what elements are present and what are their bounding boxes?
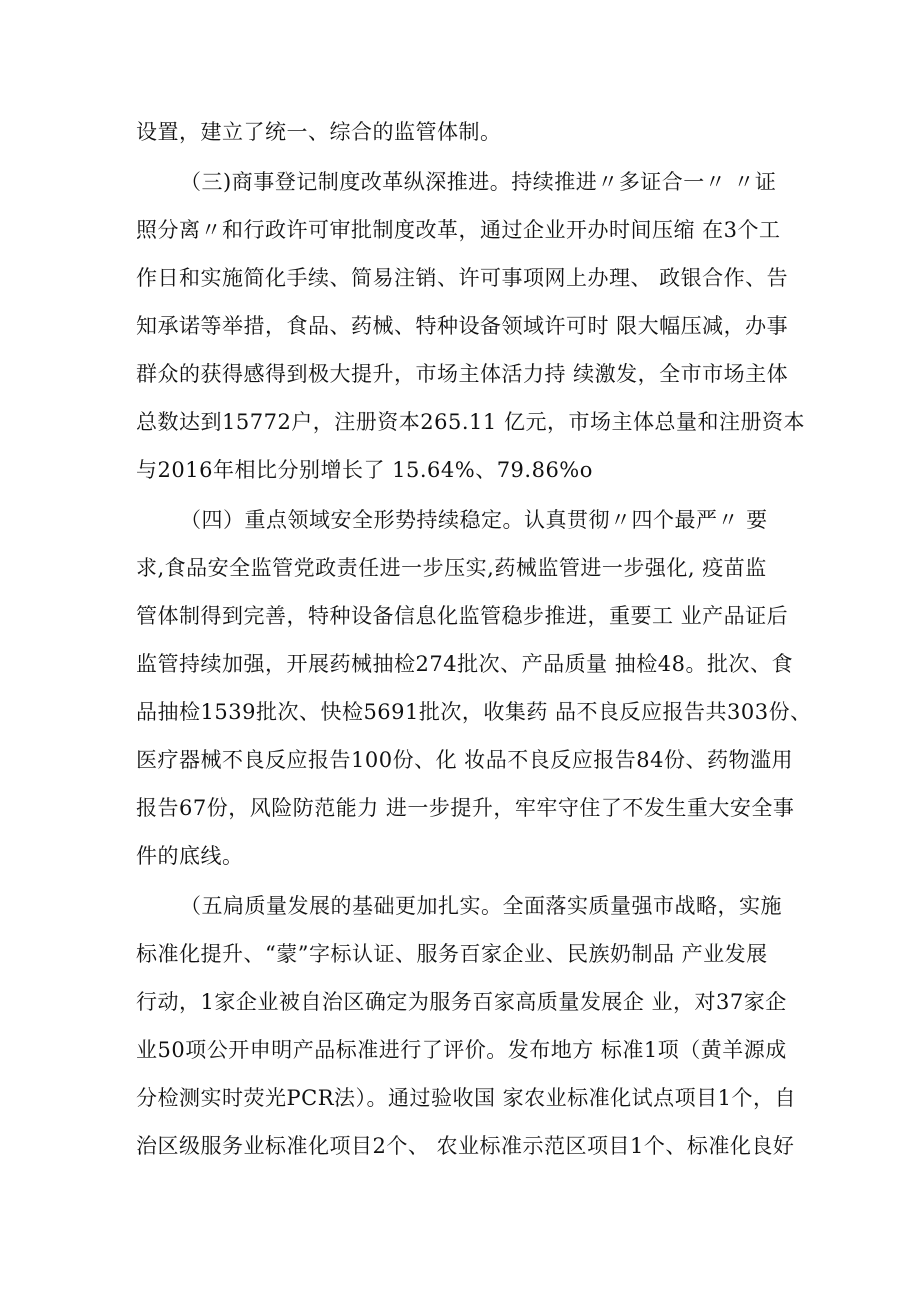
text-line-9: （四）重点领域安全形势持续稳定。认真贯彻〃四个最严〃 要	[180, 508, 768, 532]
text-line-13: 品抽检1539批次、快检5691批次，收集药 品不良反应报告共303份、	[136, 700, 812, 724]
text-line-19: 行动，1家企业被自治区确定为服务百家高质量发展企 业，对37家企	[136, 990, 787, 1014]
text-line-22: 治区级服务业标准化项目2个、 农业标准示范区项目1个、标准化良好	[136, 1134, 795, 1158]
text-line-20: 业50项公开申明产品标准进行了评价。发布地方 标准1项（黄羊源成	[136, 1038, 787, 1062]
text-line-21: 分检测实时荧光PCR法）。通过验收国 家农业标准化试点项目1个，自	[136, 1086, 797, 1110]
text-line-14: 医疗器械不良反应报告100份、化 妆品不良反应报告84份、药物滥用	[136, 748, 793, 772]
text-line-12: 监管持续加强，开展药械抽检274批次、产品质量 抽检48。批次、食	[136, 652, 793, 676]
text-line-18: 标准化提升、“蒙”字标认证、服务百家企业、民族奶制品 产业发展	[136, 942, 768, 966]
text-line-17: （五扃质量发展的基础更加扎实。全面落实质量强市战略，实施	[180, 894, 782, 918]
text-line-10: 求,食品安全监管党政责任进一步压实,药械监管进一步强化, 疫苗监	[136, 556, 767, 580]
text-line-7: 总数达到15772户，注册资本265.11 亿元，市场主体总量和注册资本	[136, 410, 805, 434]
text-line-5: 知承诺等举措，食品、药械、特种设备领域许可时 限大幅压减，办事	[136, 314, 789, 338]
text-line-11: 管体制得到完善，特种设备信息化监管稳步推进，重要工 业产品证后	[136, 604, 789, 628]
text-line-4: 作日和实施简化手续、简易注销、许可事项网上办理、 政银合作、告	[136, 266, 789, 290]
text-line-15: 报告67份，风险防范能力 进一步提升，牢牢守住了不发生重大安全事	[136, 796, 795, 820]
text-line-6: 群众的获得感得到极大提升，市场主体活力持 续激发，全市市场主体	[136, 362, 789, 386]
text-line-2: （三)商事登记制度改革纵深推进。持续推进〃多证合一〃 〃证	[180, 170, 777, 194]
text-line-8: 与2016年相比分别增长了 15.64%、79.86%o	[136, 458, 593, 482]
text-line-3: 照分离〃和行政许可审批制度改革，通过企业开办时间压缩 在3个工	[136, 218, 781, 242]
text-line-1: 设置，建立了统一、综合的监管体制。	[136, 120, 502, 144]
text-line-16: 件的底线。	[136, 844, 244, 868]
